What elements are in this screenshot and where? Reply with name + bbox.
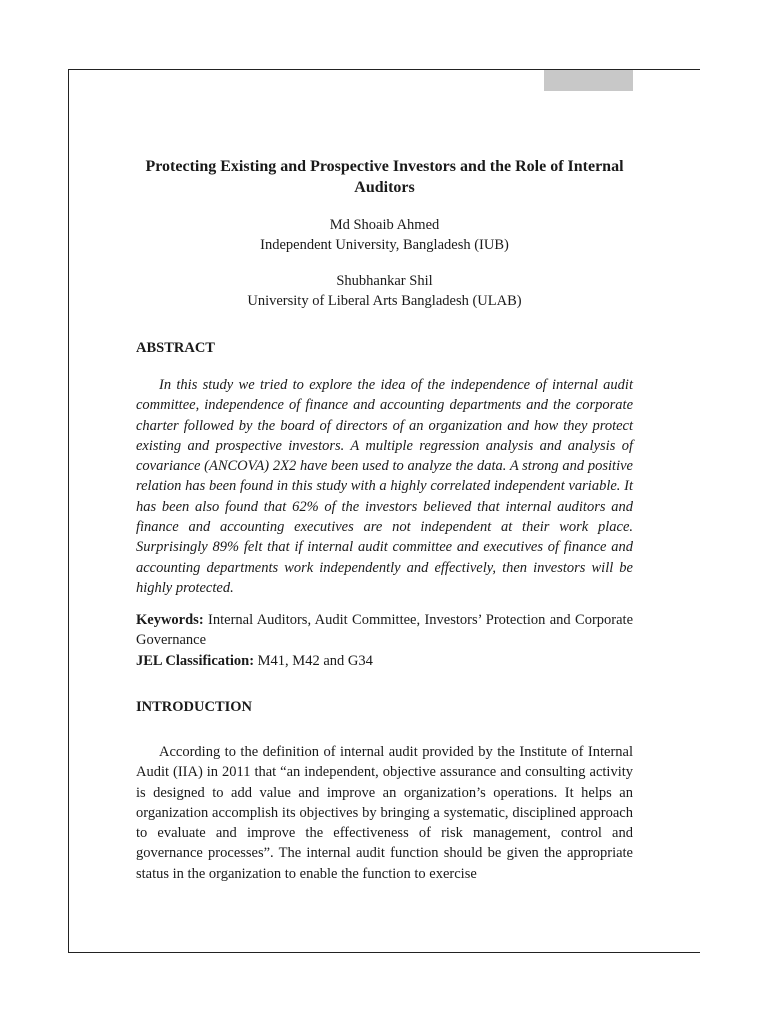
- paper-title: Protecting Existing and Prospective Investors and the Role of Internal Auditors: [145, 158, 624, 196]
- jel-text: M41, M42 and G34: [257, 653, 373, 669]
- keywords-label: Keywords:: [136, 612, 204, 628]
- author-name: Shubhankar Shil: [336, 273, 433, 289]
- author-affiliation: Independent University, Bangladesh (IUB): [260, 237, 509, 253]
- jel-label: JEL Classification:: [136, 653, 255, 669]
- author-block-1: [136, 215, 633, 255]
- keywords-text: Internal Auditors, Audit Committee, Investors’ Protection and Corporate Governance: [136, 612, 634, 649]
- abstract-text: In this study we tried to explore the idea of the independence of internal audit committee, independence of finance and accounting departments and the corporate charter followed by the board of directors of an organization and how they protect existing and prospective investors. A multiple regression analysis and analysis of covariance (ANCOVA) 2X2 have been used to analyze the data. A strong and positive relation has been found in this study with a highly correlated independent variable. It has been also found that 62% of the investors believed that internal auditors and finance and accounting executives are not independent at their work place. Surprisingly 89% felt that if internal audit committee and executives of finance and accounting departments work independently and effectively, then investors will be highly protected.: [136, 377, 633, 596]
- keywords: [136, 610, 633, 651]
- author-affiliation: University of Liberal Arts Bangladesh (ULAB): [247, 293, 522, 309]
- introduction-heading: INTRODUCTION: [136, 699, 253, 715]
- jel-classification: [136, 651, 633, 671]
- author-block-2: [136, 271, 633, 311]
- author-name: Md Shoaib Ahmed: [329, 217, 440, 233]
- abstract-heading: ABSTRACT: [136, 340, 215, 356]
- header-tab: [544, 70, 633, 91]
- introduction-text: According to the definition of internal audit provided by the Institute of Internal Audit (IIA) in 2011 that “an independent, objective assurance and consulting activity is designed to add value and improve an organization’s operations. It helps an organization accomplish its objectives by bringing a systematic, disciplined approach to evaluate and improve the effectiveness of risk management, control and governance processes”. The internal audit function should be given the appropriate status in the organization to enable the function to exercise: [136, 744, 633, 882]
